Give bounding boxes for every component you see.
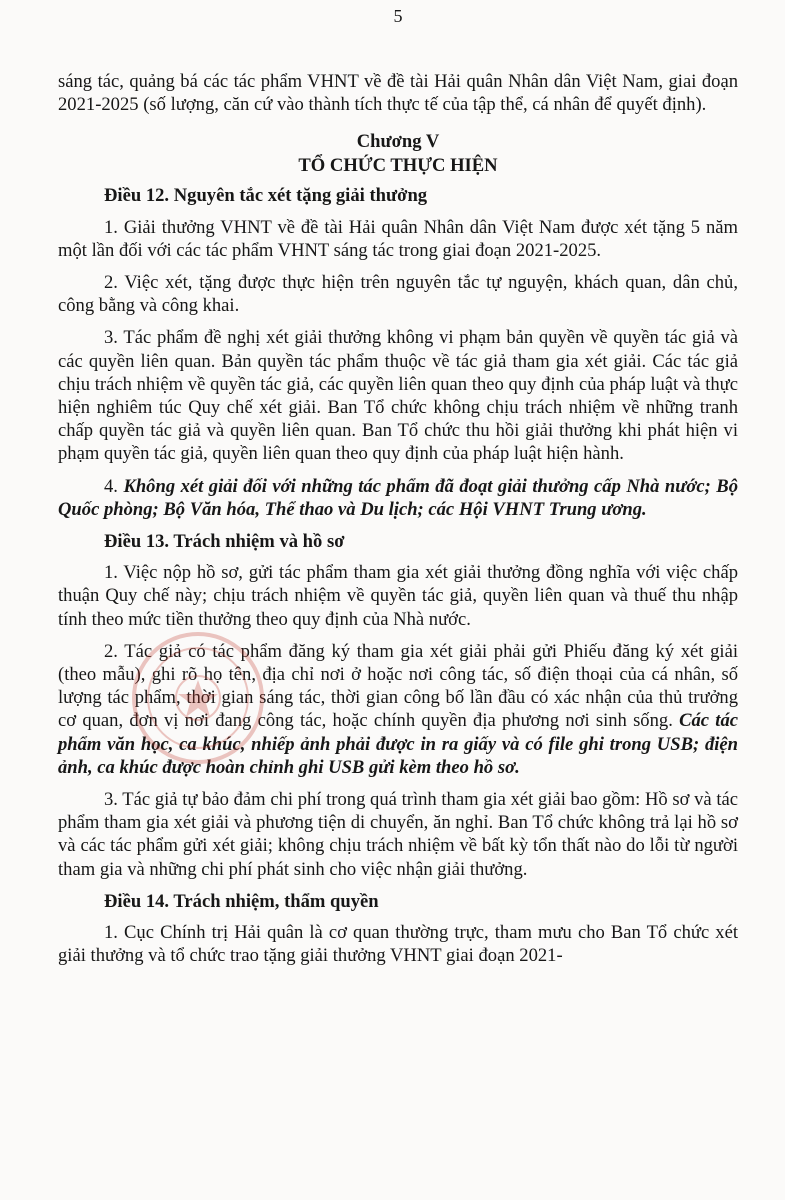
intro-paragraph: sáng tác, quảng bá các tác phẩm VHNT về đề tài Hải quân Nhân dân Việt Nam, giai đoạn 2021-2025 (số lượng, căn cứ vào thành tích thực tế của tập thể, cá nhân để quyết định).: [58, 71, 738, 116]
article-13-clause-1: 1. Việc nộp hồ sơ, gửi tác phẩm tham gia xét giải thưởng đồng nghĩa với việc chấp thuận Quy chế này; chịu trách nhiệm về quyền tác giả, quyền liên quan và thuế thu nhập tính theo mức tiền thưởng theo quy định của Nhà nước.: [58, 562, 738, 630]
document-body: [58, 70, 738, 977]
article-12-clause-4: [58, 475, 738, 521]
article-12-clause-1: 1. Giải thưởng VHNT về đề tài Hải quân Nhân dân Việt Nam được xét tặng 5 năm một lần đối với các tác phẩm VHNT sáng tác trong giai đoạn 2021-2025.: [58, 216, 738, 261]
clause-text: 2. Tác giả có tác phẩm đăng ký tham gia xét giải phải gửi Phiếu đăng ký xét giải (theo mẫu), ghi rõ họ tên, địa chỉ nơi ở hoặc nơi công tác, số điện thoại của cá nhân, số lượng tác phẩm, thời gian sáng tác, thời gian công bố lần đầu có xác nhận của thủ trưởng cơ quan, đơn vị nơi đang công tác, hoặc chính quyền địa phương nơi sinh sống.: [58, 640, 738, 732]
chapter-title: TỔ CHỨC THỰC HIỆN: [298, 155, 498, 177]
article-13-heading: Điều 13. Trách nhiệm và hồ sơ: [104, 531, 345, 553]
document-page: [58, 0, 738, 1200]
clause-emphasis: Các tác phẩm văn học, ca khúc, nhiếp ảnh phải được in ra giấy và có file ghi trong USB; điện ảnh, ca khúc được hoàn chỉnh ghi USB gửi kèm theo hồ sơ.: [58, 710, 738, 778]
clause-emphasis: Không xét giải đối với những tác phẩm đã đoạt giải thưởng cấp Nhà nước; Bộ Quốc phòng; Bộ Văn hóa, Thể thao và Du lịch; các Hội VHNT Trung ương.: [58, 475, 739, 520]
article-12-heading: Điều 12. Nguyên tắc xét tặng giải thưởng: [104, 185, 428, 207]
article-14-heading: Điều 14. Trách nhiệm, thẩm quyền: [104, 890, 379, 912]
article-13-clause-3: 3. Tác giả tự bảo đảm chi phí trong quá trình tham gia xét giải bao gồm: Hồ sơ và tác phẩm tham gia xét giải và phương tiện di chuyển, ăn nghỉ. Ban Tổ chức không trả lại hồ sơ và các tác phẩm gửi xét giải; không chịu trách nhiệm về bất kỳ tổn thất nào do lỗi từ người tham gia và những chi phí phát sinh cho việc nhận giải thưởng.: [58, 789, 738, 880]
chapter-label: Chương V: [356, 131, 440, 153]
article-14-clause-1: 1. Cục Chính trị Hải quân là cơ quan thường trực, tham mưu cho Ban Tổ chức xét giải thưởng và tổ chức trao tặng giải thưởng VHNT giai đoạn 2021-: [58, 922, 738, 967]
article-13-clause-2: [58, 640, 738, 779]
clause-number: 4.: [104, 475, 124, 497]
article-12-clause-3: 3. Tác phẩm đề nghị xét giải thưởng không vi phạm bản quyền về quyền tác giả và các quyền liên quan. Bản quyền tác phẩm thuộc về tác giả tham gia xét giải. Các tác giả chịu trách nhiệm về quyền tác giả, các quyền liên quan theo quy định của pháp luật và thực hiện nghiêm túc Quy chế xét giải. Ban Tổ chức không chịu trách nhiệm về những tranh chấp quyền tác giả và quyền liên quan. Ban Tổ chức thu hồi giải thưởng khi phát hiện vi phạm quyền tác giả, quyền liên quan theo quy định của pháp luật hiện hành.: [58, 327, 738, 465]
article-12-clause-2: 2. Việc xét, tặng được thực hiện trên nguyên tắc tự nguyện, khách quan, dân chủ, công bằng và công khai.: [58, 272, 738, 317]
page-number: 5: [393, 6, 403, 26]
